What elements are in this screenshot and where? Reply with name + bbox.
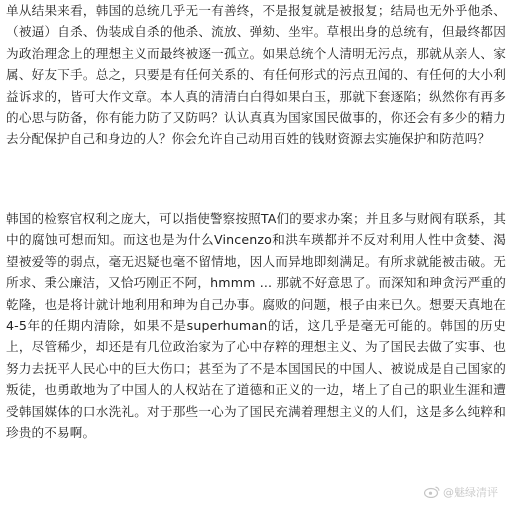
paragraph-2: 韩国的检察官权利之庞大，可以指使警察按照TA们的要求办案；并且多与财阀有联系，其中的腐蚀可想而知。而这也是为什么Vincenzo和洪车瑛都并不反对利用人性中贪婪、渴望被爱等的弱点，毫无迟疑也毫不留情地，因人而异地即刻满足。有所求就能被击破。无所求、秉公廉洁，又恰巧刚正不阿，hmmm ... 那就不好意思了。而深知和珅贪污严重的乾隆，也是将计就计地利用和珅为自己办事。腐败的问题，根子由来已久。想要天真地在4-5年的任期内清除，如果不是superhuman的话，这几乎是毫无可能的。韩国的历史上，尽管稀少，却还是有几位政治家为了心中存粹的理想主义、为了国民去做了实事、也努力去抚平人民心中的巨大伤口；甚至为了不是本国国民的中国人、被说成是自己国家的叛徒，也勇敢地为了中国人的人权站在了道德和正义的一边，堵上了自己的职业生涯和遭受韩国媒体的口水洗礼。对于那些一心为了国民充满着理想主义的人们，这是多么纯粹和珍贵的不易啊。 [6, 211, 506, 441]
weibo-logo-icon [424, 486, 440, 498]
paragraph-1: 单从结果来看，韩国的总统几乎无一有善终，不是报复就是被报复；结局也无外乎他杀、（被逼）自杀、伪装成自杀的他杀、流放、弹劾、坐牢。草根出身的总统有，但最终都因为政治理念上的理想主义而最终被逐一孤立。如果总统个人清明无污点，那就从亲人、家属、好友下手。总之，只要是有任何关系的、有任何形式的污点丑闻的、有任何的大小利益诉求的，皆可大作文章。本人真的清清白白得如果白玉，那就下套逐陷；纵然你有再多的心思与防备，你有能力防了又防吗？认认真真为国家国民做事的，你还会有多少的精力去分配保护自己和身边的人？你会允许自己动用百姓的钱财资源去实施保护和防范吗？ [6, 3, 506, 147]
watermark [424, 484, 498, 500]
watermark-text: @魅绿清评 [443, 486, 498, 499]
